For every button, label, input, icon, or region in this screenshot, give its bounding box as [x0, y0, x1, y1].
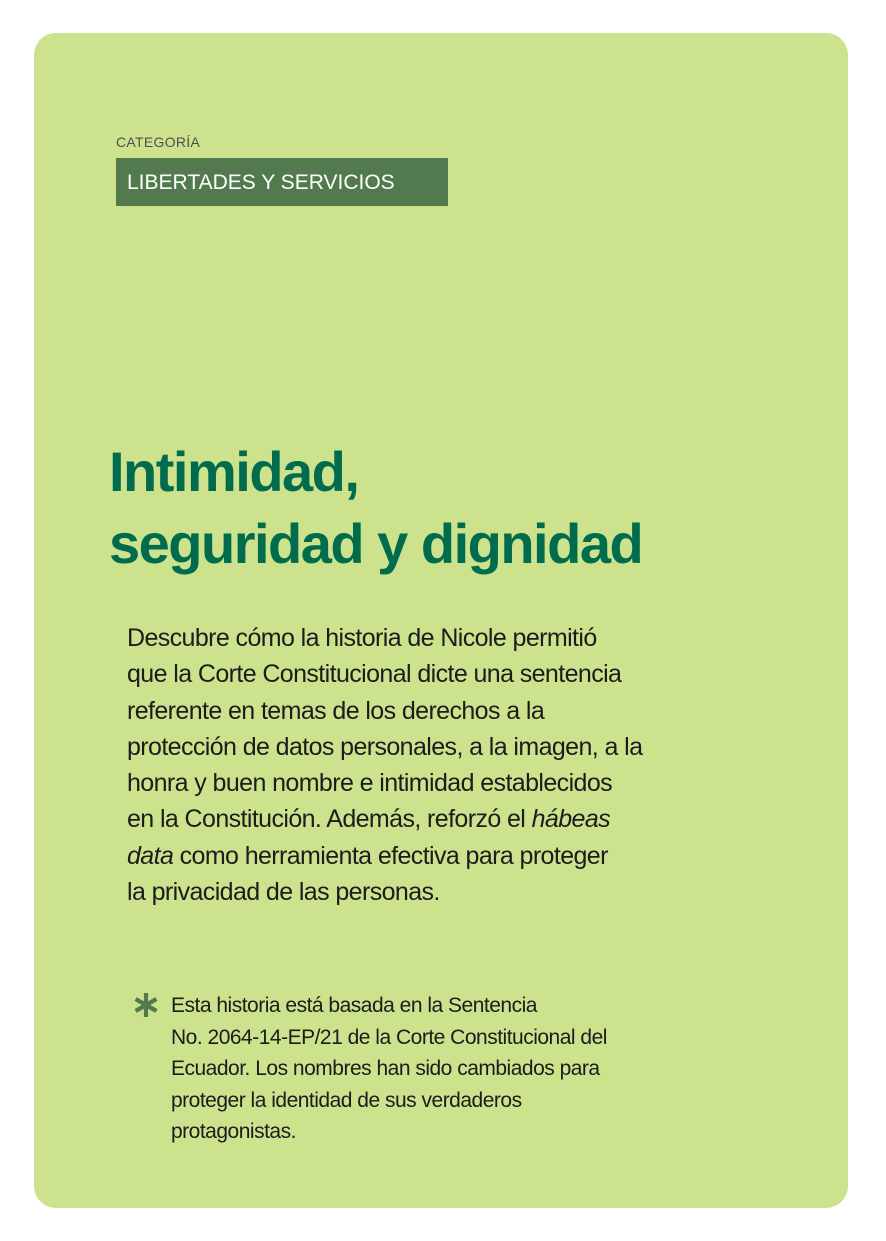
note-line: No. 2064-14-EP/21 de la Corte Constitucional del	[171, 1025, 607, 1049]
category-label: CATEGORÍA	[116, 134, 201, 150]
intro-paragraph	[127, 620, 767, 910]
intro-text: como herramienta efectiva para proteger	[173, 841, 608, 870]
asterisk-icon	[133, 992, 159, 1018]
note-line: proteger la identidad de sus verdaderos	[171, 1088, 522, 1112]
title-line: Intimidad,	[109, 440, 359, 503]
source-note	[171, 990, 771, 1148]
intro-line	[127, 838, 767, 874]
intro-line: la privacidad de las personas.	[127, 878, 440, 907]
intro-italic-term: data	[127, 841, 174, 870]
title-line: seguridad y dignidad	[109, 512, 643, 575]
intro-text: en la Constitución. Además, reforzó el	[127, 805, 532, 834]
page-title	[109, 436, 809, 580]
intro-italic-term: hábeas	[531, 805, 611, 834]
intro-line	[127, 801, 767, 837]
note-line: Esta historia está basada en la Sentencia	[171, 994, 537, 1017]
intro-line: honra y buen nombre e intimidad establecidos	[127, 769, 613, 798]
intro-line: que la Corte Constitucional dicte una sentencia	[127, 660, 622, 689]
note-line: protagonistas.	[171, 1120, 296, 1144]
intro-line: referente en temas de los derechos a la	[127, 696, 545, 725]
intro-line: Descubre cómo la historia de Nicole permitió	[127, 624, 597, 652]
intro-line: protección de datos personales, a la imagen, a la	[127, 732, 643, 761]
note-line: Ecuador. Los nombres han sido cambiados para	[171, 1057, 600, 1081]
category-badge: LIBERTADES Y SERVICIOS	[116, 158, 448, 206]
